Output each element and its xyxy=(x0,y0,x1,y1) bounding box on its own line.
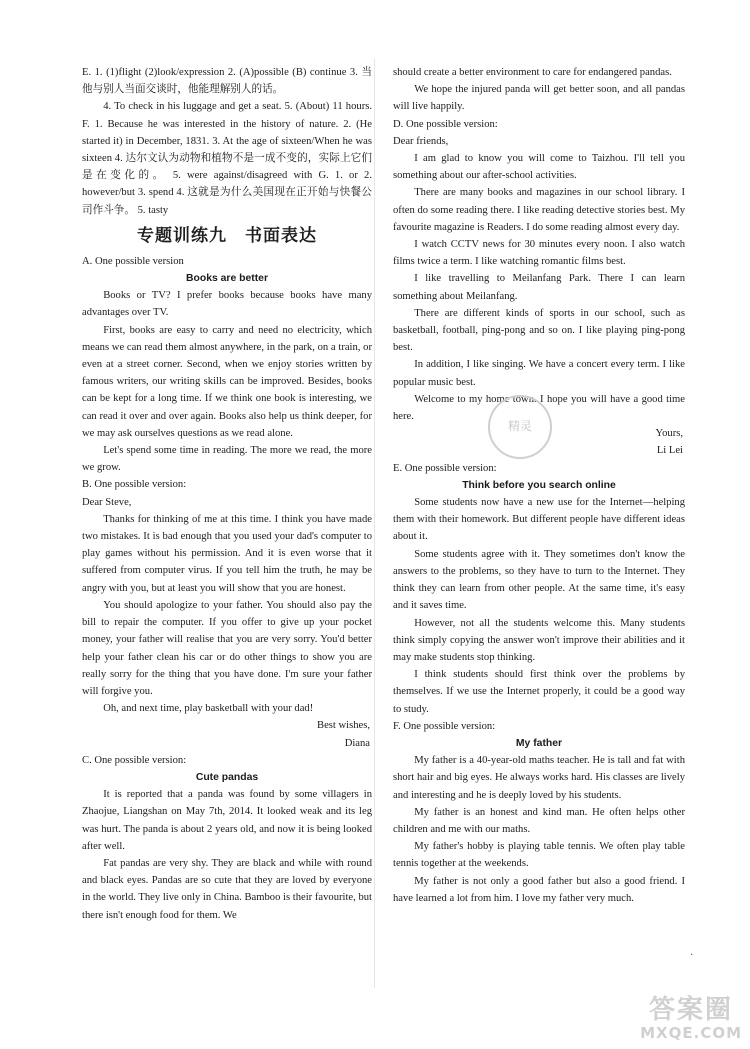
essay-a-label: A. One possible version xyxy=(82,255,184,267)
answer-block-1: E. 1. (1)flight (2)look/expression 2. (A)possible (B) continue 3. 当他与别人当面交谈时，他能理解别人的话。 xyxy=(82,67,372,96)
essay-e-paragraph: I think students should first think over the problems by themselves. If we use the Internet properly, it could be a good way to study. xyxy=(393,669,685,715)
essay-d-paragraph: I like travelling to Meilanfang Park. There I can learn something about Meilanfang. xyxy=(393,273,685,302)
essay-d-signature: Li Lei xyxy=(656,445,683,457)
essay-c-continuation: We hope the injured panda will get better soon, and all pandas will live happily. xyxy=(393,84,685,113)
essay-b-paragraph: Oh, and next time, play basketball with your dad! xyxy=(103,703,314,715)
essay-f-paragraph: My father is an honest and kind man. He often helps other children and me with our maths. xyxy=(393,806,685,835)
section-heading: 专题训练九 书面表达 xyxy=(137,225,317,246)
essay-a-paragraph: Books or TV? I prefer books because books have many advantages over TV. xyxy=(82,290,372,319)
essay-c-paragraph: Fat pandas are very shy. They are black and while with round and black eyes. Pandas are so cute that they are loved by everyone in the world. They live only in China. Bamboo is their favourite, but there isn't enough food for them. We xyxy=(82,857,372,921)
essay-e-label: E. One possible version: xyxy=(393,462,497,474)
essay-b-paragraph: You should apologize to your father. You should also pay the bill to repair the computer. If you offer to give up your pocket money, your father will realise that you are very sorry. You'd better help your father clean his car or do other things to show you are really sorry for the thing that you have done. I'm sure your father will forgive you. xyxy=(82,599,372,697)
essay-c-paragraph: It is reported that a panda was found by some villagers in Zhaojue, Liangshan on May 7th, 2014. It looked weak and its leg was hurt. The panda is about 2 years old, and now it is being looked after well. xyxy=(82,789,372,852)
essay-d-greeting: Dear friends, xyxy=(393,135,449,147)
essay-d-closing: Yours, xyxy=(655,428,683,440)
essay-f-paragraph: My father is a 40-year-old maths teacher. He is tall and fat with short hair and big eyes. He always works hard. His classes are lively and interesting and he is deeply loved by his students. xyxy=(393,755,685,801)
essay-f-paragraph: My father is not only a good father but also a good friend. I have learned a lot from him. I love my father very much. xyxy=(393,875,685,904)
essay-f-paragraph: My father's hobby is playing table tennis. We often play table tennis together at the weekends. xyxy=(393,841,685,870)
right-column xyxy=(393,64,685,907)
essay-d-paragraph: There are different kinds of sports in our school, such as basketball, football, ping-pong and so on. I like playing ping-pong best. xyxy=(393,307,685,354)
stamp-mark: 精灵 xyxy=(488,395,552,459)
essay-b-closing: Best wishes, xyxy=(317,720,370,732)
essay-a-paragraph: Let's spend some time in reading. The more we read, the more we grow. xyxy=(82,445,372,474)
essay-b-label: B. One possible version: xyxy=(82,479,187,491)
essay-d-paragraph: I watch CCTV news for 30 minutes every noon. I also watch films twice a term. I like watching romantic films best. xyxy=(393,239,685,268)
essay-c-continuation: should create a better environment to care for endangered pandas. xyxy=(393,67,672,78)
answer-block-2: 4. To check in his luggage and get a seat. 5. (About) 11 hours. F. 1. Because he was interested in the history of nature. 2. (He started it) in December, 1831. 3. At the age of sixteen/When he was sixteen 4. 达尔文认为动物和植物不是一成不变的，实际上它们是在变化的。 5. were against/disagreed with G. 1. or 2. however/but 3. spend 4. 这就是为什么美国现在正开始与快餐公司作斗争。 5. tasty xyxy=(82,101,372,216)
essay-f-label: F. One possible version: xyxy=(393,720,496,732)
column-divider xyxy=(374,58,375,988)
essay-e-paragraph: However, not all the students welcome this. Many students think simply copying the answer won't improve their abilities and it may make students stop thinking. xyxy=(393,617,685,663)
essay-c-title: Cute pandas xyxy=(195,771,259,783)
essay-b-paragraph: Thanks for thinking of me at this time. I think you have made two mistakes. It is bad enough that you used your dad's computer to play games without his permission. And it is even worse that it suffered from computer virus. If you tell him the truth, he may be angry with you, but at least you will show that you are honest. xyxy=(82,513,372,594)
essay-d-paragraph: Welcome to my home town. I hope you will have a good time here. xyxy=(393,393,685,423)
essay-b-signature: Diana xyxy=(344,737,370,749)
left-column xyxy=(82,64,372,924)
watermark-logo xyxy=(640,995,742,1041)
essay-f-title: My father xyxy=(515,737,563,749)
essay-a-paragraph: First, books are easy to carry and need no electricity, which means we can read them almost anywhere, in the park, on a train, or even at a street corner. Second, when we enjoy stories written by famous writers, our writing skills can be improved. Besides, books can be kept for a long time. If we think one book is interesting, we can read it over and over again. Books also help us think deeper, for we may ask ourselves questions as we read alone. xyxy=(82,324,372,439)
essay-d-paragraph: There are many books and magazines in our school library. I often do some reading there. I like reading detective stories best. My favourite magazine is Readers. I do some reading almost every day. xyxy=(393,187,685,233)
page-mark: · xyxy=(690,950,694,961)
essay-d-paragraph: In addition, I like singing. We have a concert every term. I like popular music best. xyxy=(393,359,685,388)
essay-c-label: C. One possible version: xyxy=(82,754,187,766)
essay-b-greeting: Dear Steve, xyxy=(82,496,132,508)
essay-e-title: Think before you search online xyxy=(462,479,616,491)
essay-d-label: D. One possible version: xyxy=(393,118,498,130)
essay-d-paragraph: I am glad to know you will come to Taizhou. I'll tell you something about our after-school activities. xyxy=(393,153,685,182)
watermark-en: MXQE.COM xyxy=(640,1024,742,1042)
watermark-cn: 答案圈 xyxy=(649,995,734,1025)
essay-e-paragraph: Some students agree with it. They sometimes don't know the answers to the problems, so they have to turn to the Internet. They think they can learn from other people. At the same time, it's easy and it saves time. xyxy=(393,548,685,612)
essay-e-paragraph: Some students now have a new use for the Internet—helping them with their homework. But different people have different ideas about it. xyxy=(393,497,685,543)
essay-a-title: Books are better xyxy=(186,273,268,285)
